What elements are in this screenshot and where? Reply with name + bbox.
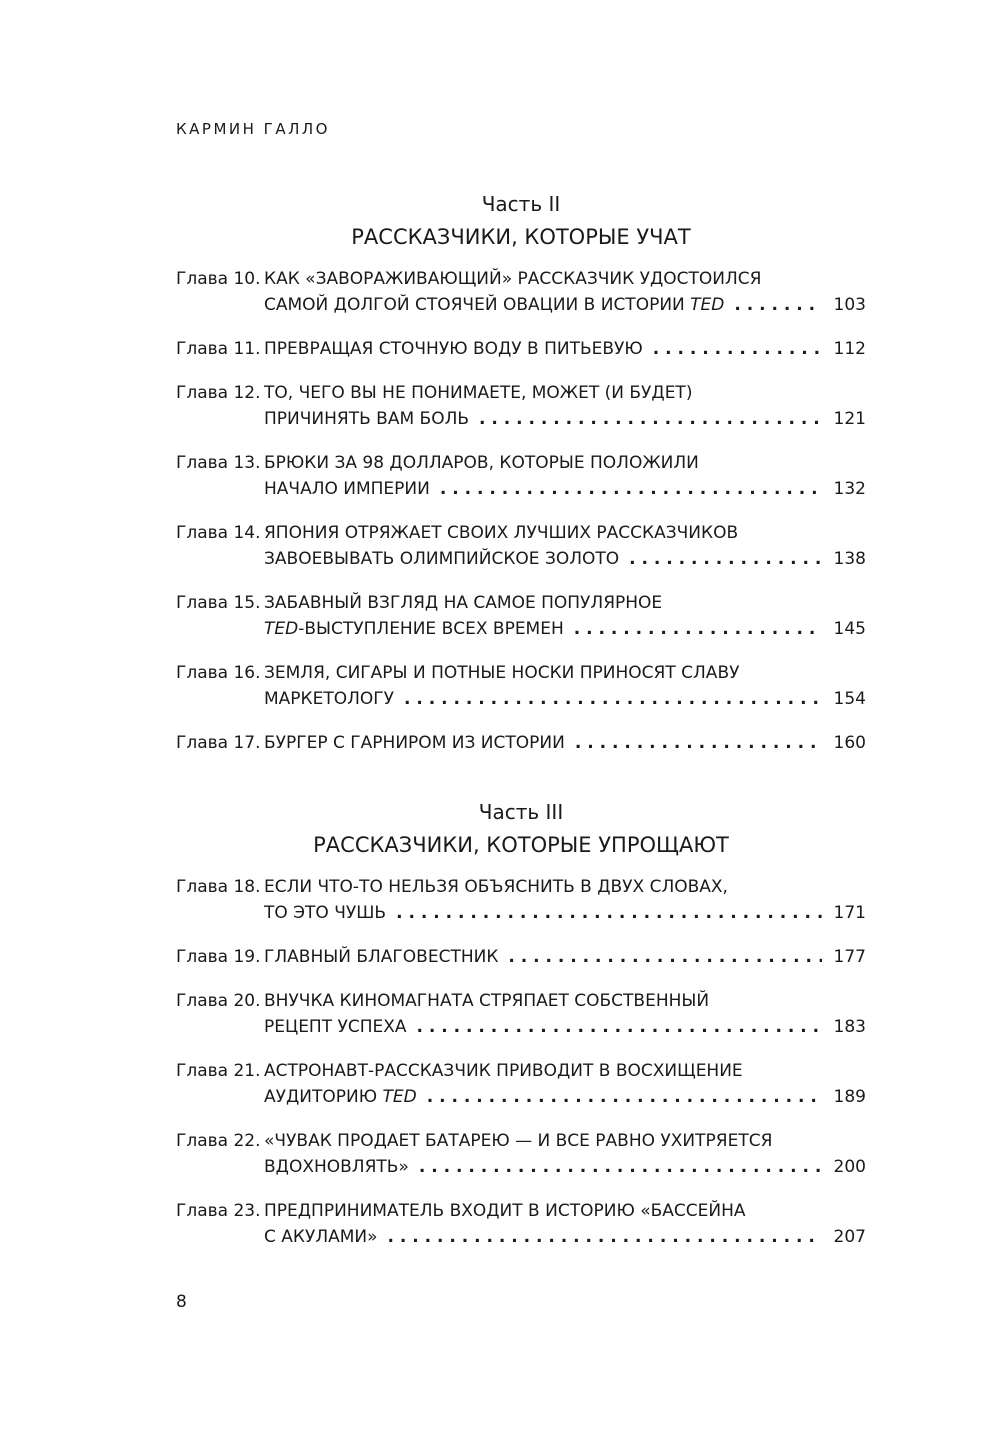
chapter-number: Глава 20. bbox=[176, 991, 261, 1011]
dot-leader bbox=[419, 1154, 822, 1180]
chapter-title bbox=[264, 660, 866, 712]
dot-leader bbox=[417, 1014, 822, 1040]
dot-leader bbox=[629, 546, 822, 572]
chapter-title-line: «ЧУВАК ПРОДАЕТ БАТАРЕЮ — И ВСЕ РАВНО УХИТРЯЕТСЯ bbox=[264, 1131, 773, 1151]
chapter-title-text bbox=[264, 686, 394, 712]
chapter-number: Глава 22. bbox=[176, 1131, 261, 1151]
dot-leader bbox=[479, 406, 822, 432]
chapter-number: Глава 13. bbox=[176, 453, 261, 473]
chapter-page-number: 177 bbox=[833, 947, 866, 967]
chapter-number: Глава 23. bbox=[176, 1201, 261, 1221]
chapter-title bbox=[264, 336, 866, 362]
chapter-title-text bbox=[264, 944, 498, 970]
chapter-number: Глава 12. bbox=[176, 383, 261, 403]
chapter-title bbox=[264, 1198, 866, 1250]
dot-leader bbox=[404, 686, 822, 712]
chapter-page-number: 171 bbox=[833, 903, 866, 923]
chapter-page-number: 200 bbox=[833, 1157, 866, 1177]
chapter-title-line: ЕСЛИ ЧТО-ТО НЕЛЬЗЯ ОБЪЯСНИТЬ В ДВУХ СЛОВАХ, bbox=[264, 877, 728, 897]
part-section bbox=[176, 190, 866, 756]
toc-entry[interactable] bbox=[176, 944, 866, 970]
dot-leader bbox=[440, 476, 822, 502]
part-label: Часть II bbox=[481, 192, 561, 216]
title-text: РЕЦЕПТ УСПЕХА bbox=[264, 1017, 407, 1037]
running-head: КАРМИН ГАЛЛО bbox=[176, 120, 330, 138]
chapter-page-number: 207 bbox=[833, 1227, 866, 1247]
chapter-title-text bbox=[264, 292, 724, 318]
chapter-title-line: КАК «ЗАВОРАЖИВАЮЩИЙ» РАССКАЗЧИК УДОСТОИЛСЯ bbox=[264, 269, 762, 289]
chapter-title-last-line bbox=[264, 1154, 866, 1180]
dot-leader bbox=[427, 1084, 822, 1110]
chapter-title bbox=[264, 944, 866, 970]
dot-leader bbox=[575, 730, 822, 756]
toc-list bbox=[176, 874, 866, 1250]
chapter-title-text bbox=[264, 1014, 407, 1040]
toc-entry[interactable] bbox=[176, 660, 866, 712]
title-text: ВДОХНОВЛЯТЬ» bbox=[264, 1157, 409, 1177]
chapter-title bbox=[264, 266, 866, 318]
chapter-title-text bbox=[264, 730, 565, 756]
toc-list bbox=[176, 266, 866, 756]
chapter-title-line: ЗАБАВНЫЙ ВЗГЛЯД НА САМОЕ ПОПУЛЯРНОЕ bbox=[264, 593, 663, 613]
chapter-title-last-line bbox=[264, 546, 866, 572]
chapter-page-number: 160 bbox=[833, 733, 866, 753]
chapter-title-text bbox=[264, 1084, 417, 1110]
chapter-page-number: 103 bbox=[833, 295, 866, 315]
chapter-title-text bbox=[264, 476, 430, 502]
title-text: С АКУЛАМИ» bbox=[264, 1227, 378, 1247]
chapter-page-number: 132 bbox=[833, 479, 866, 499]
toc-entry[interactable] bbox=[176, 1198, 866, 1250]
chapter-title-line: АСТРОНАВТ-РАССКАЗЧИК ПРИВОДИТ В ВОСХИЩЕНИЕ bbox=[264, 1061, 743, 1081]
chapter-title-line: ЯПОНИЯ ОТРЯЖАЕТ СВОИХ ЛУЧШИХ РАССКАЗЧИКОВ bbox=[264, 523, 739, 543]
chapter-title-text bbox=[264, 406, 469, 432]
chapter-page-number: 112 bbox=[833, 339, 866, 359]
chapter-number: Глава 16. bbox=[176, 663, 261, 683]
chapter-page-number: 183 bbox=[833, 1017, 866, 1037]
chapter-number: Глава 14. bbox=[176, 523, 261, 543]
title-text: МАРКЕТОЛОГУ bbox=[264, 689, 395, 709]
chapter-title-last-line bbox=[264, 730, 866, 756]
toc-entry[interactable] bbox=[176, 336, 866, 362]
chapter-title bbox=[264, 874, 866, 926]
chapter-number: Глава 18. bbox=[176, 877, 261, 897]
chapter-title-text bbox=[264, 616, 564, 642]
dot-leader bbox=[508, 944, 822, 970]
title-italic-text: TED bbox=[264, 619, 299, 639]
title-italic-text: TED bbox=[382, 1087, 417, 1107]
title-text: БУРГЕР С ГАРНИРОМ ИЗ ИСТОРИИ bbox=[264, 733, 565, 753]
dot-leader bbox=[396, 900, 822, 926]
chapter-title-line: ЗЕМЛЯ, СИГАРЫ И ПОТНЫЕ НОСКИ ПРИНОСЯТ СЛАВУ bbox=[264, 663, 740, 683]
toc-entry[interactable] bbox=[176, 730, 866, 756]
chapter-title-line: БРЮКИ ЗА 98 ДОЛЛАРОВ, КОТОРЫЕ ПОЛОЖИЛИ bbox=[264, 453, 699, 473]
chapter-title-line: ВНУЧКА КИНОМАГНАТА СТРЯПАЕТ СОБСТВЕННЫЙ bbox=[264, 991, 710, 1011]
dot-leader bbox=[574, 616, 822, 642]
chapter-title-text bbox=[264, 1224, 378, 1250]
dot-leader bbox=[734, 292, 822, 318]
dot-leader bbox=[388, 1224, 822, 1250]
chapter-number: Глава 19. bbox=[176, 947, 261, 967]
chapter-title bbox=[264, 520, 866, 572]
title-text: -ВЫСТУПЛЕНИЕ ВСЕХ ВРЕМЕН bbox=[298, 619, 564, 639]
chapter-title bbox=[264, 590, 866, 642]
title-text: ГЛАВНЫЙ БЛАГОВЕСТНИК bbox=[264, 947, 499, 967]
chapter-number: Глава 15. bbox=[176, 593, 261, 613]
chapter-title bbox=[264, 730, 866, 756]
chapter-title-text bbox=[264, 546, 619, 572]
title-text: ТО ЭТО ЧУШЬ bbox=[264, 903, 387, 923]
toc-entry[interactable] bbox=[176, 266, 866, 318]
title-text: ПРИЧИНЯТЬ ВАМ БОЛЬ bbox=[264, 409, 470, 429]
chapter-page-number: 154 bbox=[833, 689, 866, 709]
chapter-title-line: ПРЕДПРИНИМАТЕЛЬ ВХОДИТ В ИСТОРИЮ «БАССЕЙНА bbox=[264, 1201, 746, 1221]
toc-entry[interactable] bbox=[176, 380, 866, 432]
toc-entry[interactable] bbox=[176, 450, 866, 502]
chapter-title-last-line bbox=[264, 406, 866, 432]
chapter-title-text bbox=[264, 336, 643, 362]
chapter-title bbox=[264, 450, 866, 502]
chapter-title-last-line bbox=[264, 944, 866, 970]
chapter-page-number: 145 bbox=[833, 619, 866, 639]
toc-entry[interactable] bbox=[176, 520, 866, 572]
chapter-page-number: 121 bbox=[833, 409, 866, 429]
part-title: РАССКАЗЧИКИ, КОТОРЫЕ УЧАТ bbox=[351, 225, 691, 249]
title-text: ЗАВОЕВЫВАТЬ ОЛИМПИЙСКОЕ ЗОЛОТО bbox=[264, 549, 620, 569]
chapter-title bbox=[264, 380, 866, 432]
title-text: САМОЙ ДОЛГОЙ СТОЯЧЕЙ ОВАЦИИ В ИСТОРИИ bbox=[264, 295, 691, 315]
title-italic-text: TED bbox=[690, 295, 725, 315]
chapter-page-number: 189 bbox=[833, 1087, 866, 1107]
chapter-title-line: ТО, ЧЕГО ВЫ НЕ ПОНИМАЕТЕ, МОЖЕТ (И БУДЕТ) bbox=[264, 383, 693, 403]
part-label: Часть III bbox=[478, 800, 564, 824]
chapter-title-last-line bbox=[264, 476, 866, 502]
title-text: ПРЕВРАЩАЯ СТОЧНУЮ ВОДУ В ПИТЬЕВУЮ bbox=[264, 339, 643, 359]
dot-leader bbox=[653, 336, 822, 362]
chapter-title-text bbox=[264, 900, 386, 926]
title-text: АУДИТОРИЮ bbox=[264, 1087, 383, 1107]
chapter-title bbox=[264, 1128, 866, 1180]
toc-entry[interactable] bbox=[176, 590, 866, 642]
toc-entry[interactable] bbox=[176, 1128, 866, 1180]
chapter-title-last-line bbox=[264, 616, 866, 642]
chapter-page-number: 138 bbox=[833, 549, 866, 569]
chapter-number: Глава 10. bbox=[176, 269, 261, 289]
chapter-title-last-line bbox=[264, 1224, 866, 1250]
chapter-title bbox=[264, 1058, 866, 1110]
toc-entry[interactable] bbox=[176, 988, 866, 1040]
part-title: РАССКАЗЧИКИ, КОТОРЫЕ УПРОЩАЮТ bbox=[313, 833, 729, 857]
chapter-title-last-line bbox=[264, 1084, 866, 1110]
chapter-number: Глава 21. bbox=[176, 1061, 261, 1081]
title-text: НАЧАЛО ИМПЕРИИ bbox=[264, 479, 430, 499]
chapter-number: Глава 11. bbox=[176, 339, 261, 359]
chapter-title-last-line bbox=[264, 1014, 866, 1040]
toc-entry[interactable] bbox=[176, 874, 866, 926]
chapter-title-last-line bbox=[264, 686, 866, 712]
chapter-title-last-line bbox=[264, 292, 866, 318]
chapter-title bbox=[264, 988, 866, 1040]
toc-entry[interactable] bbox=[176, 1058, 866, 1110]
page-number: 8 bbox=[176, 1292, 187, 1312]
part-section bbox=[176, 798, 866, 1250]
chapter-title-last-line bbox=[264, 900, 866, 926]
chapter-number: Глава 17. bbox=[176, 733, 261, 753]
chapter-title-text bbox=[264, 1154, 409, 1180]
chapter-title-last-line bbox=[264, 336, 866, 362]
